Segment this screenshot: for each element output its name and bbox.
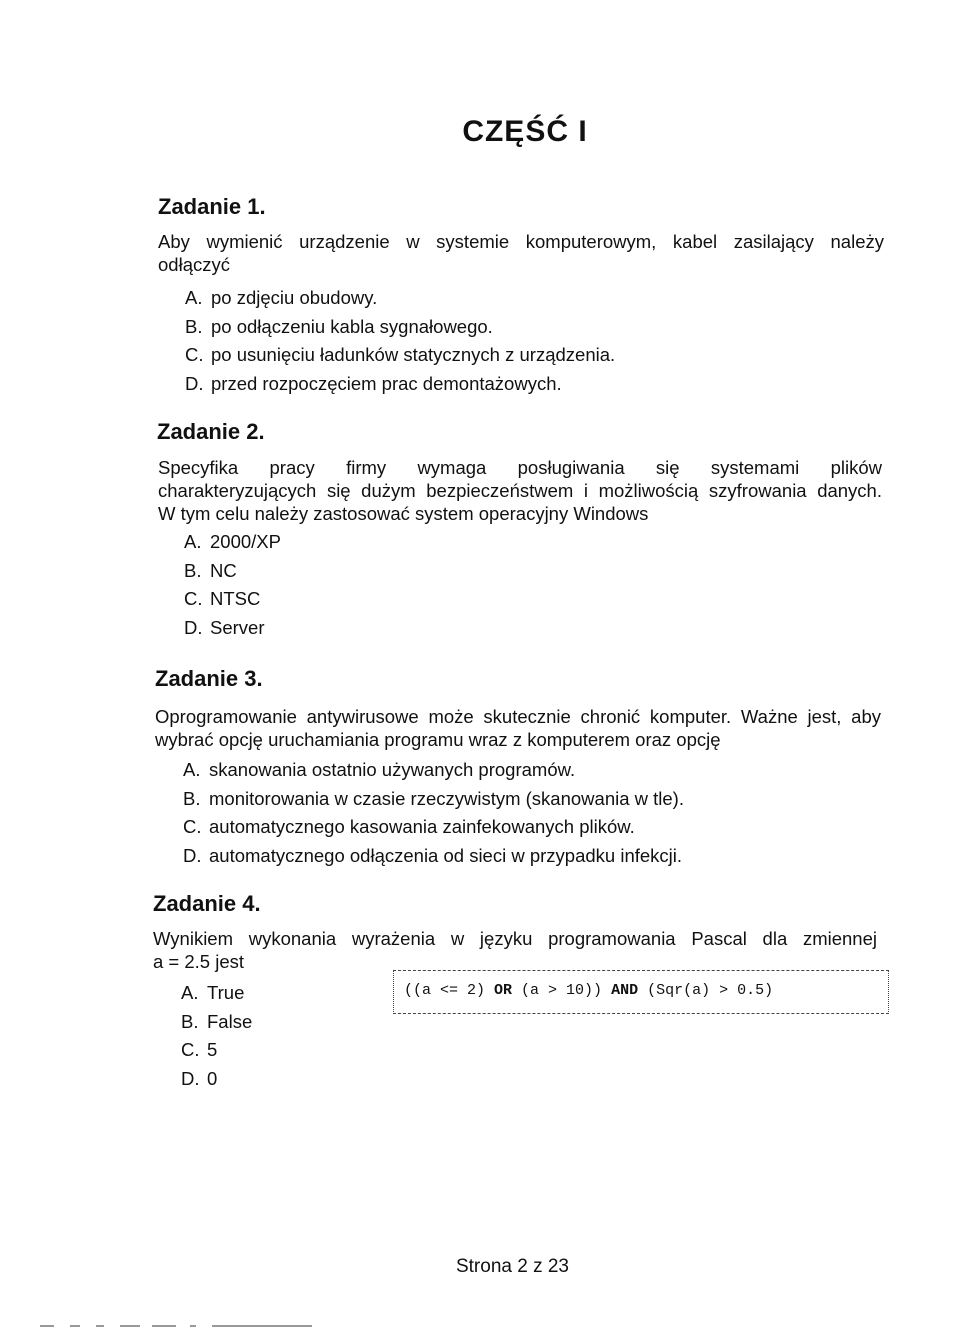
task-4-question-line: Wynikiem wykonania wyrażenia w języku programowania Pascal dla zmiennej <box>153 928 877 949</box>
task-2-option-d <box>184 614 281 643</box>
task-2-option-a <box>184 528 281 557</box>
scan-artifact-marks <box>40 1325 340 1327</box>
page-footer: Strona 2 z 23 <box>455 1256 570 1277</box>
option-text: przed rozpoczęciem prac demontażowych. <box>211 372 562 394</box>
option-text: skanowania ostatnio używanych programów. <box>209 759 576 780</box>
task-4-title: Zadanie 4. <box>153 891 261 916</box>
task-2-options <box>184 528 281 642</box>
scan-mark <box>40 1325 54 1327</box>
task-1-option-a <box>185 284 615 313</box>
option-letter: A. <box>184 531 202 552</box>
task-4-option-c <box>181 1036 252 1065</box>
option-letter: D. <box>183 844 202 866</box>
task-2-question-line: W tym celu należy zastosować system operacyjny Windows <box>158 503 649 524</box>
option-text: 0 <box>207 1067 218 1089</box>
option-letter: C. <box>181 1039 200 1060</box>
task-4-question-line: a = 2.5 jest <box>153 951 245 972</box>
scan-mark <box>120 1325 140 1327</box>
task-1-question <box>158 230 884 276</box>
option-letter: C. <box>185 344 204 365</box>
option-text: 2000/XP <box>210 531 281 552</box>
task-1-question-line: odłączyć <box>158 254 230 275</box>
task-4-options <box>181 979 252 1093</box>
task-4-question <box>153 927 877 973</box>
scan-mark <box>96 1325 104 1327</box>
option-letter: C. <box>183 816 202 837</box>
code-keyword-and: AND <box>611 982 639 999</box>
task-2-option-c <box>184 585 281 614</box>
task-3-options <box>183 756 684 870</box>
code-part: (Sqr(a) > 0.5) <box>638 982 774 999</box>
option-letter: D. <box>185 372 204 394</box>
task-4-option-d <box>181 1065 252 1094</box>
scan-mark <box>212 1325 312 1327</box>
task-1-option-b <box>185 313 615 342</box>
option-letter: B. <box>184 559 202 581</box>
task-1-options <box>185 284 615 398</box>
option-text: monitorowania w czasie rzeczywistym (skanowania w tle). <box>209 787 684 809</box>
option-text: True <box>207 982 245 1003</box>
task-3-question <box>155 705 881 751</box>
task-2-question-line: charakteryzujących się dużym bezpieczeństwem i możliwością szyfrowania danych. <box>158 480 882 501</box>
option-text: po usunięciu ładunków statycznych z urządzenia. <box>211 344 616 365</box>
pascal-expression-box <box>393 970 889 1014</box>
option-text: NC <box>210 559 237 581</box>
option-letter: D. <box>184 616 203 638</box>
option-letter: D. <box>181 1067 200 1089</box>
task-3-title: Zadanie 3. <box>155 666 263 691</box>
task-2-option-b <box>184 557 281 586</box>
option-text: NTSC <box>210 588 261 609</box>
task-4-option-b <box>181 1008 252 1037</box>
option-text: po zdjęciu obudowy. <box>211 287 378 308</box>
task-2-title: Zadanie 2. <box>157 419 265 444</box>
task-1-question-line: Aby wymienić urządzenie w systemie komputerowym, kabel zasilający należy <box>158 231 884 252</box>
scan-mark <box>152 1325 176 1327</box>
code-keyword-or: OR <box>494 982 513 999</box>
task-1-option-c <box>185 341 615 370</box>
code-part: ((a <= 2) <box>404 982 495 999</box>
code-part: (a > 10)) <box>512 982 612 999</box>
option-letter: A. <box>183 759 201 780</box>
scan-mark <box>190 1325 196 1327</box>
task-3-question-line: Oprogramowanie antywirusowe może skutecznie chronić komputer. Ważne jest, aby <box>155 706 881 727</box>
scan-mark <box>70 1325 80 1327</box>
option-letter: B. <box>185 315 203 337</box>
task-3-option-b <box>183 785 684 814</box>
task-2-question-line: Specyfika pracy firmy wymaga posługiwania się systemami plików <box>158 457 882 478</box>
option-text: 5 <box>207 1039 218 1060</box>
page-title: CZĘŚĆ I <box>462 115 588 148</box>
task-1-title: Zadanie 1. <box>158 194 266 219</box>
option-text: False <box>207 1010 253 1032</box>
task-4-option-a <box>181 979 252 1008</box>
option-letter: B. <box>183 787 201 809</box>
option-text: automatycznego odłączenia od sieci w przypadku infekcji. <box>209 844 683 866</box>
option-letter: B. <box>181 1010 199 1032</box>
option-letter: A. <box>181 982 199 1003</box>
option-text: automatycznego kasowania zainfekowanych plików. <box>209 816 635 837</box>
option-text: po odłączeniu kabla sygnałowego. <box>211 315 493 337</box>
option-text: Server <box>210 616 265 638</box>
task-1-option-d <box>185 370 615 399</box>
task-3-option-a <box>183 756 684 785</box>
task-2-question <box>158 456 882 525</box>
task-3-option-c <box>183 813 684 842</box>
option-letter: A. <box>185 287 203 308</box>
task-3-option-d <box>183 842 684 871</box>
task-3-question-line: wybrać opcję uruchamiania programu wraz z komputerem oraz opcję <box>155 729 721 750</box>
option-letter: C. <box>184 588 203 609</box>
